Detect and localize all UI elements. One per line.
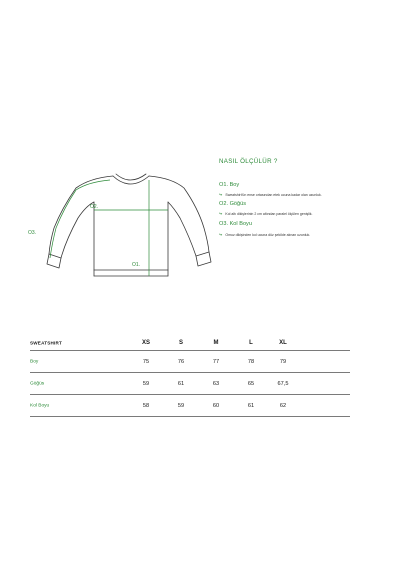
arrow-icon: ↬ (219, 211, 223, 216)
table-cell: 61 (247, 402, 255, 409)
how-to-measure-title: NASIL ÖLÇÜLÜR ? (219, 158, 278, 165)
table-header-row (30, 336, 350, 351)
table-cell: 61 (177, 380, 185, 387)
o2-label: O2. (90, 204, 99, 210)
measure-item-title: O1. Boy (219, 182, 240, 188)
table-cell: 65 (247, 380, 255, 387)
table-cell: 63 (212, 380, 220, 387)
row-label: Kol Boyu (30, 403, 50, 408)
table-cell: 58 (142, 402, 150, 409)
measure-item-desc (219, 211, 313, 216)
measure-item-desc-text: Omuz dikişinden kol ucuna düz şekilde alınan uzunluk. (225, 232, 311, 237)
table-cell: 79 (279, 358, 287, 365)
table-cell: 76 (177, 358, 185, 365)
measure-item-desc-text: Sweatshirt'ün ense ortasından etek ucuna kadar olan uzunluk. (225, 192, 322, 197)
right-sleeve-inner (168, 202, 209, 256)
table-row (30, 351, 350, 373)
size-header-xs: XS (141, 340, 151, 346)
table-cell: 60 (212, 402, 220, 409)
arrow-icon: ↬ (219, 192, 223, 197)
right-sleeve-outline (149, 176, 209, 252)
arrow-icon: ↬ (219, 232, 223, 237)
sweatshirt-diagram (28, 150, 228, 290)
row-label: Göğüs (30, 381, 45, 386)
size-header-m: M (213, 340, 219, 346)
measure-item-desc (219, 232, 310, 237)
left-sleeve-outline (49, 176, 113, 254)
size-table (30, 336, 350, 417)
measure-item-title: O2. Göğüs (219, 201, 247, 207)
o3-measure-line (50, 180, 110, 258)
table-cell: 59 (177, 402, 185, 409)
table-cell: 78 (247, 358, 255, 365)
table-cell: 62 (279, 402, 287, 409)
table-cell: 59 (142, 380, 150, 387)
table-cell: 75 (142, 358, 150, 365)
table-title: SWEATSHIRT (30, 340, 63, 346)
size-header-l: L (249, 340, 253, 346)
table-row (30, 395, 350, 417)
o1-label: O1. (132, 262, 141, 268)
size-header-s: S (178, 340, 184, 346)
row-label: Boy (30, 359, 39, 364)
left-cuff-outline (47, 254, 61, 268)
measure-item-title: O3. Kol Boyu (219, 221, 252, 227)
table-row (30, 373, 350, 395)
table-cell: 77 (212, 358, 220, 365)
size-header-xl: XL (279, 340, 287, 346)
hem-rib-sides (94, 270, 168, 276)
table-cell: 67,5 (277, 380, 289, 387)
measure-item-desc (219, 192, 322, 197)
o3-label: O3. (28, 230, 37, 236)
measure-item-desc-text: Kol altı dikişlerinin 2 cm altından paralel ölçülen genişlik. (225, 211, 313, 216)
collar-outline (116, 174, 146, 180)
